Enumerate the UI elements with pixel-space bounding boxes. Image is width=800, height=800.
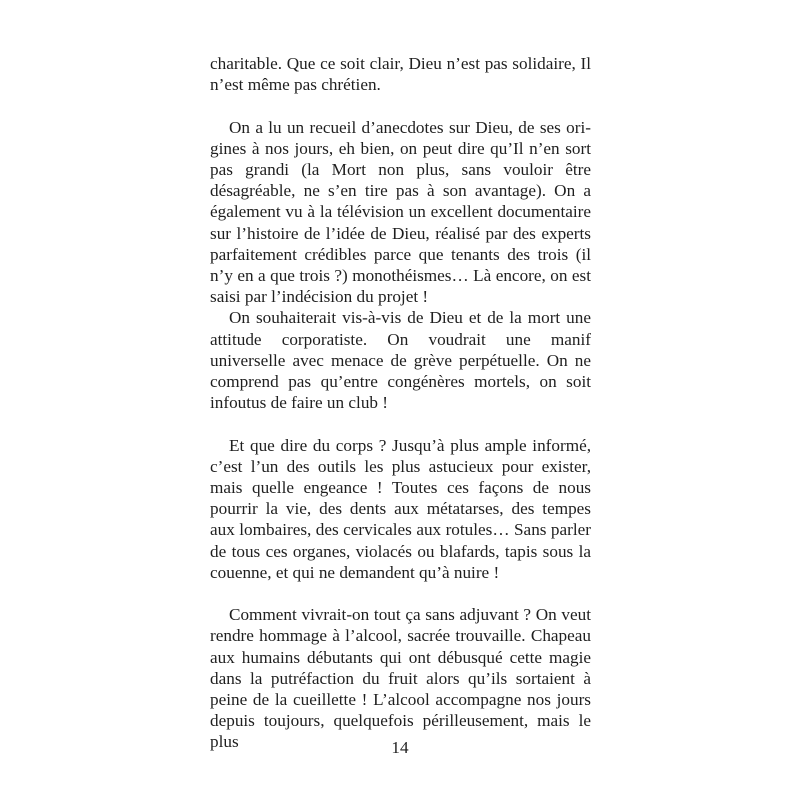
- paragraph-alcohol: Comment vivrait-on tout ça sans adjuvant ? On veut rendre hommage à l’alcool, sacrée trouvaille. Chapeau aux humains débutants qui ont débusqué cette magie dans la putréfaction du fruit alors qu’ils sortaient à peine de la cueillette ! L’alcool accompagne nos jours depuis toujours, quelquefois périlleusement, mais le plus: [210, 605, 591, 752]
- paragraph-spacer: [210, 583, 591, 604]
- paragraph-continuation: charitable. Que ce soit clair, Dieu n’est pas solidaire, Il n’est même pas chrétien.: [210, 54, 591, 95]
- page-body: [210, 53, 591, 753]
- paragraph-spacer: [210, 95, 591, 116]
- paragraph-body: Et que dire du corps ? Jusqu’à plus ample informé, c’est l’un des outils les plus astucieux pour exister, mais quelle engeance ! Toutes ces façons de nous pourrir la vie, des dents aux métatarses, des tempes aux lombaires, des cervicales aux rotules… Sans parler de tous ces organes, violacés ou blafards, tapis sous la couenne, et qui ne demandent qu’à nuire !: [210, 435, 591, 582]
- paragraph-spacer: [210, 413, 591, 434]
- paragraph-god-anecdotes: On a lu un recueil d’anecdotes sur Dieu, de ses origines à nos jours, eh bien, on peut dire qu’Il n’en sort pas grandi (la Mort non plus, sans vouloir être désagréable, ne s’en tire pas à son avantage). On a également vu à la télévision un excellent documentaire sur l’histoire de l’idée de Dieu, réalisé par des experts parfaitement crédibles parce que tenants des trois (il n’y en a que trois ?) monothéismes… Là encore, on est saisi par l’indécision du projet !: [210, 117, 591, 307]
- page-number: 14: [391, 738, 409, 757]
- paragraph-corporatist: On souhaiterait vis-à-vis de Dieu et de la mort une attitude corporatiste. On voudrait une manif universelle avec menace de grève perpétuelle. On ne comprend pas qu’entre congénères mortels, on soit infoutus de faire un club !: [210, 308, 591, 413]
